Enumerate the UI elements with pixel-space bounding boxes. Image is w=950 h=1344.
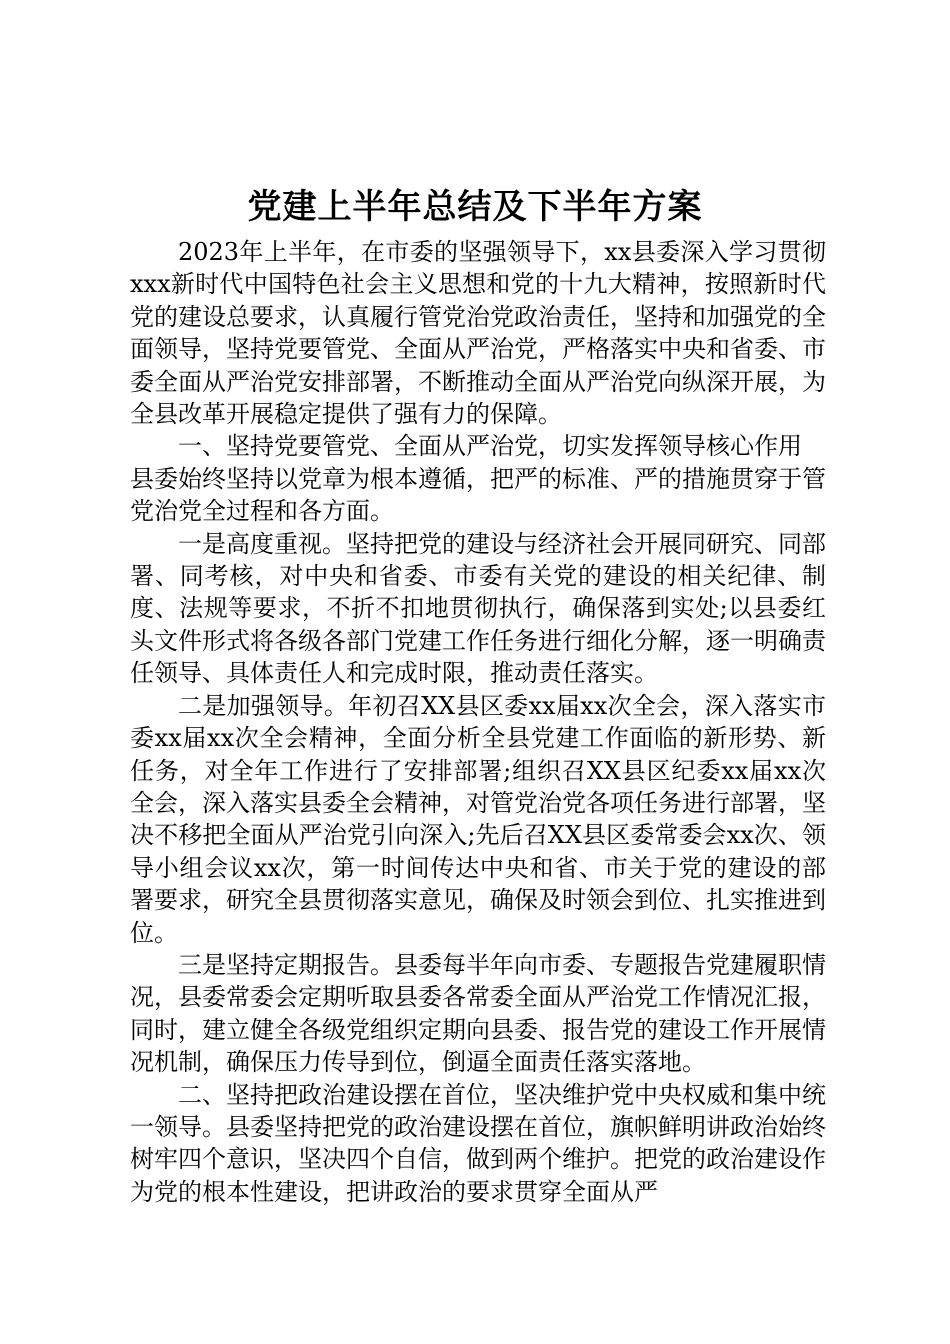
- paragraph-section-1-summary: 县委始终坚持以党章为根本遵循，把严的标准、严的措施贯穿于管党治党全过程和各方面。: [130, 464, 826, 526]
- document-title: 党建上半年总结及下半年方案: [247, 187, 703, 227]
- section-heading-1: 一、坚持党要管党、全面从严治党，切实发挥领导核心作用: [178, 432, 802, 461]
- paragraph-intro: 2023年上半年，在市委的坚强领导下，xx县委深入学习贯彻xxx新时代中国特色社会主义思想和党的十九大精神，按照新时代党的建设总要求，认真履行管党治党政治责任，坚持和加强党的全面领导，坚持党要管党、全面从严治党，严格落实中央和省委、市委全面从严治党安排部署，不断推动全面从严治党向纵深开展，为全县改革开展稳定提供了强有力的保障。: [130, 238, 826, 429]
- paragraph-point-1: 一是高度重视。坚持把党的建设与经济社会开展同研究、同部署、同考核，对中央和省委、市委有关党的建设的相关纪律、制度、法规等要求，不折不扣地贯彻执行，确保落到实处;以县委红头文件形式将各级各部门党建工作任务进行细化分解，逐一明确责任领导、具体责任人和完成时限，推动责任落实。: [130, 529, 826, 688]
- document-body: [130, 236, 826, 1208]
- section-heading-2: 二、坚持把政治建设摆在首位，坚决维护党中央权威和集中统一领导。县委坚持把党的政治建设摆在首位，旗帜鲜明讲政治始终树牢四个意识，坚决四个自信，做到两个维护。把党的政治建设作为党的根本性建设，把讲政治的要求贯穿全面从严: [130, 1080, 826, 1206]
- paragraph-point-2: 二是加强领导。年初召XX县区委xx届xx次全会，深入落实市委xx届xx次全会精神，全面分析全县党建工作面临的新形势、新任务，对全年工作进行了安排部署;组织召XX县区纪委xx届xx次全会，深入落实县委全会精神，对管党治党各项任务进行部署，坚决不移把全面从严治党引向深入;先后召XX县区委常委会xx次、领导小组会议xx次，第一时间传达中央和省、市关于党的建设的部署要求，研究全县贯彻落实意见，确保及时领会到位、扎实推进到位。: [130, 691, 826, 947]
- paragraph-point-3: 三是坚持定期报告。县委每半年向市委、专题报告党建履职情况，县委常委会定期听取县委各常委全面从严治党工作情况汇报，同时，建立健全各级党组织定期向县委、报告党的建设工作开展情况机制，确保压力传导到位，倒逼全面责任落实落地。: [130, 950, 826, 1077]
